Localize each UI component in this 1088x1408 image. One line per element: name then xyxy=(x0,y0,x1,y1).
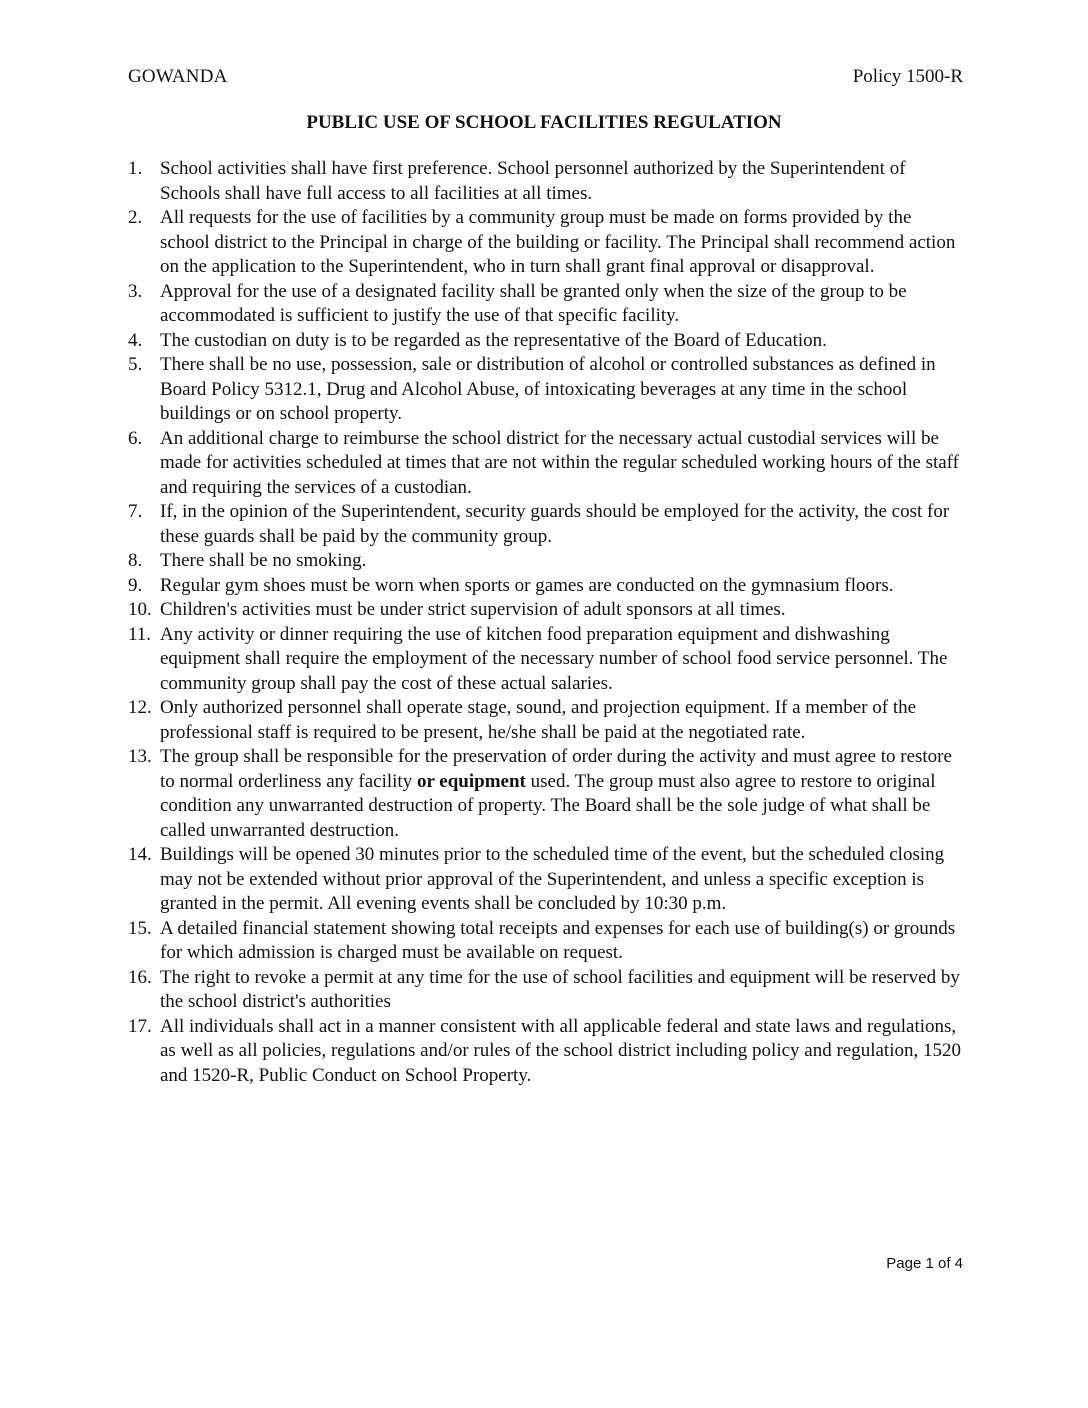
item-text: Approval for the use of a designated facility shall be granted only when the size of the group to be accommodated is sufficient to justify the use of that specific facility. xyxy=(160,280,907,326)
page-number: Page 1 of 4 xyxy=(886,1255,963,1272)
document-title: PUBLIC USE OF SCHOOL FACILITIES REGULATION xyxy=(306,112,782,133)
regulation-item-11 xyxy=(128,623,964,697)
regulation-item-4 xyxy=(128,329,964,354)
item-number: 8. xyxy=(128,550,143,571)
regulation-item-8 xyxy=(128,549,964,574)
item-text: A detailed financial statement showing total receipts and expenses for each use of building(s) or grounds for which admission is charged must be available on request. xyxy=(160,917,956,963)
item-number: 3. xyxy=(128,280,143,302)
item-text xyxy=(160,746,952,841)
policy-code: Policy 1500-R xyxy=(852,66,963,87)
item-number: 1. xyxy=(128,158,143,179)
item-text-after: used. The group must also agree to restore to original condition any unwarranted destruction of property. The Board shall be the sole judge of what shall be called unwarranted destruction. xyxy=(160,770,936,841)
item-number: 5. xyxy=(128,354,143,375)
item-number: 2. xyxy=(128,207,143,228)
item-text: An additional charge to reimburse the school district for the necessary actual custodial services will be made for activities scheduled at times that are not within the regular scheduled working hours of the staff and requiring the services of a custodian. xyxy=(160,427,959,498)
regulation-item-14 xyxy=(128,843,964,917)
item-number: 10. xyxy=(128,599,152,620)
item-text: Only authorized personnel shall operate stage, sound, and projection equipment. If a member of the professional staff is required to be present, he/she shall be paid at the negotiated rate. xyxy=(160,697,917,743)
item-text: The right to revoke a permit at any time for the use of school facilities and equipment will be reserved by the school district's authorities xyxy=(160,966,960,1012)
regulation-item-13 xyxy=(128,745,964,843)
item-text: Buildings will be opened 30 minutes prior to the scheduled time of the event, but the scheduled closing may not be extended without prior approval of the Superintendent, and unless a specific exception is granted in the permit. All evening events shall be concluded by 10:30 p.m. xyxy=(160,844,945,914)
item-number: 12. xyxy=(128,697,152,718)
regulation-item-17 xyxy=(128,1015,964,1089)
item-number: 15. xyxy=(128,917,152,939)
item-text: Any activity or dinner requiring the use of kitchen food preparation equipment and dishwashing equipment shall require the employment of the necessary number of school food service personnel. The community group shall pay the cost of these actual salaries. xyxy=(160,623,948,694)
item-text-bold: or equipment xyxy=(416,770,526,792)
item-text: There shall be no use, possession, sale or distribution of alcohol or controlled substances as defined in Board Policy 5312.1, Drug and Alcohol Abuse, of intoxicating beverages at any time in the school buildings or on school property. xyxy=(160,354,936,424)
regulation-item-10 xyxy=(128,598,964,623)
regulation-item-16 xyxy=(128,966,964,1015)
item-number: 9. xyxy=(128,574,143,596)
regulation-item-9 xyxy=(128,574,964,599)
item-number: 6. xyxy=(128,427,143,449)
item-text: All individuals shall act in a manner consistent with all applicable federal and state laws and regulations, as well as all policies, regulations and/or rules of the school district including policy and regulation, 1520 and 1520-R, Public Conduct on School Property. xyxy=(160,1015,961,1086)
item-number: 4. xyxy=(128,329,143,351)
item-text: School activities shall have first preference. School personnel authorized by the Superintendent of Schools shall have full access to all facilities at all times. xyxy=(160,158,906,204)
item-number: 11. xyxy=(128,623,152,645)
item-text: All requests for the use of facilities by a community group must be made on forms provided by the school district to the Principal in charge of the building or facility. The Principal shall recommend action on the application to the Superintendent, who in turn shall grant final approval or disapproval. xyxy=(160,207,956,277)
regulation-item-15 xyxy=(128,917,964,966)
item-number: 16. xyxy=(128,966,152,988)
regulation-item-3 xyxy=(128,280,964,329)
item-text: If, in the opinion of the Superintendent, security guards should be employed for the activity, the cost for these guards shall be paid by the community group. xyxy=(160,501,950,547)
item-text: There shall be no smoking. xyxy=(160,550,367,571)
item-text: Children's activities must be under strict supervision of adult sponsors at all times. xyxy=(160,599,786,620)
item-number: 13. xyxy=(128,746,152,767)
item-number: 14. xyxy=(128,844,152,865)
regulation-item-7 xyxy=(128,500,964,549)
regulation-item-5 xyxy=(128,353,964,427)
regulation-item-2 xyxy=(128,206,964,280)
district-name: GOWANDA xyxy=(128,66,228,87)
item-number: 17. xyxy=(128,1015,152,1037)
regulation-item-6 xyxy=(128,427,964,501)
item-number: 7. xyxy=(128,501,143,522)
item-text: The custodian on duty is to be regarded as the representative of the Board of Education. xyxy=(160,329,827,351)
regulation-item-1 xyxy=(128,157,964,206)
regulation-list xyxy=(128,157,964,1088)
regulation-item-12 xyxy=(128,696,964,745)
item-text-before: The group shall be responsible for the preservation of order during the activity and must agree to restore to normal orderliness any facility xyxy=(160,746,952,792)
item-text: Regular gym shoes must be worn when sports or games are conducted on the gymnasium floors. xyxy=(160,574,894,596)
